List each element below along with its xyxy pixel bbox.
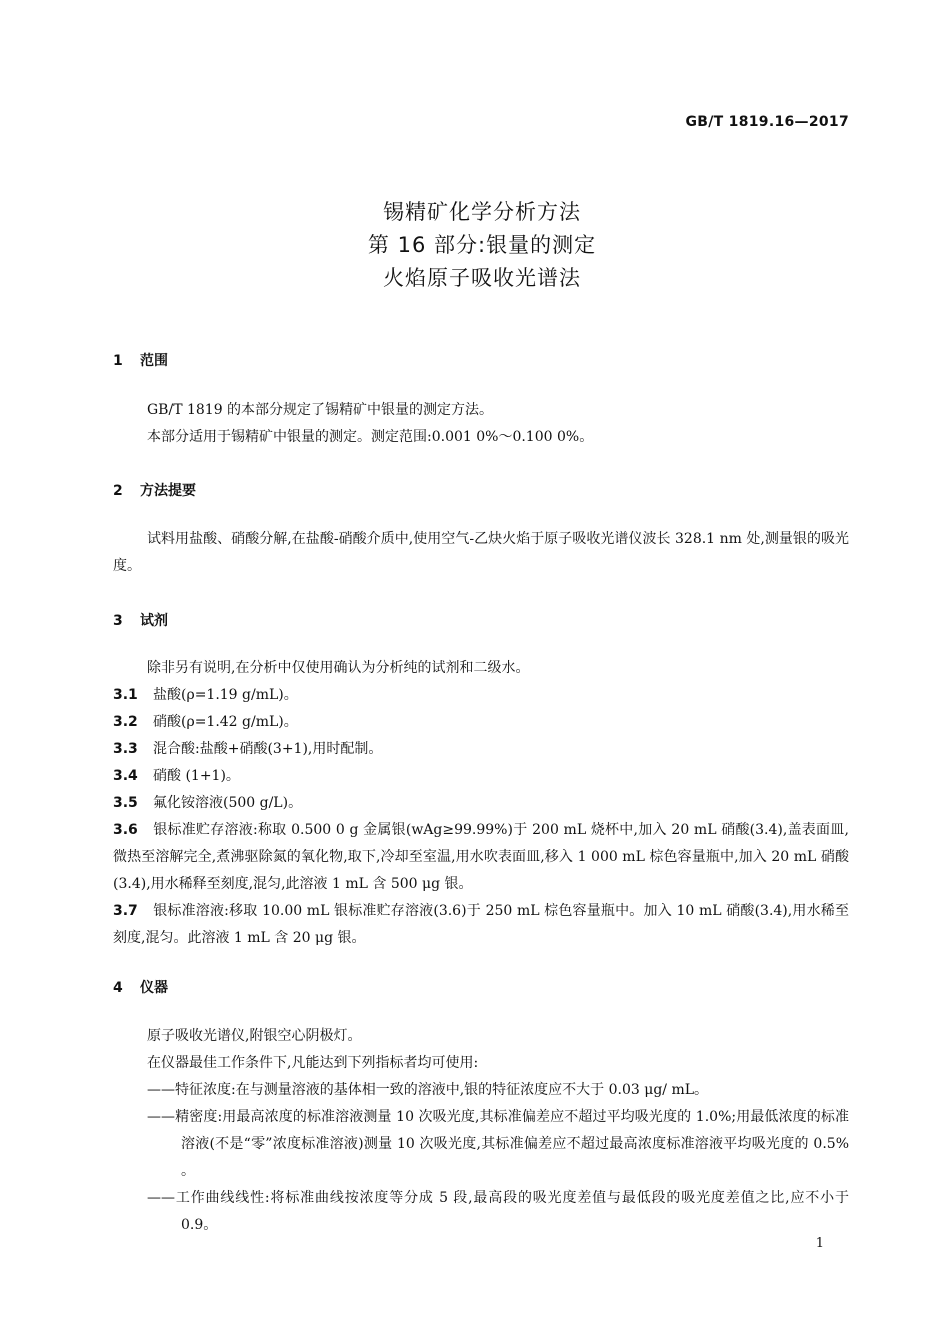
section-1-heading [113, 350, 168, 370]
item-number: 3.3 [113, 741, 138, 757]
item-number: 3.2 [113, 714, 138, 730]
title-line-3: 火焰原子吸收光谱法 [383, 266, 581, 290]
section-title: 仪器 [140, 980, 168, 996]
standard-code: GB/T 1819.16—2017 [685, 114, 849, 130]
section-title: 试剂 [140, 613, 168, 629]
section-2-heading [113, 480, 196, 500]
item-text: 盐酸(ρ=1.19 g/mL)。 [153, 687, 298, 703]
page-number: 1 [815, 1236, 824, 1251]
section-4-paragraph-2: 在仪器最佳工作条件下,凡能达到下列指标者均可使用: [147, 1055, 479, 1071]
item-text: 硝酸(ρ=1.42 g/mL)。 [153, 714, 298, 730]
section-2-paragraph-1: 试料用盐酸、硝酸分解,在盐酸-硝酸介质中,使用空气-乙炔火焰于原子吸收光谱仪波长 328.1 nm 处,测量银的吸光度。 [113, 531, 849, 574]
requirement-item: ——工作曲线线性:将标准曲线按浓度等分成 5 段,最高段的吸光度差值与最低段的吸光度差值之比,应不小于 0.9。 [147, 1190, 849, 1233]
item-number: 3.6 [113, 822, 138, 838]
item-text: 银标准贮存溶液:称取 0.500 0 g 金属银(wAg≥99.99%)于 200 mL 烧杯中,加入 20 mL 硝酸(3.4),盖表面皿,微热至溶解完全,煮沸驱除氮的氧化物,取下,冷却至室温,用水吹表面皿,移入 1 000 mL 棕色容量瓶中,加入 20 mL 硝酸(3.4),用水稀释至刻度,混匀,此溶液 1 mL 含 500 μg 银。 [113, 822, 849, 892]
item-number: 3.7 [113, 903, 138, 919]
section-title: 范围 [140, 353, 168, 369]
reagent-item [113, 817, 849, 898]
section-number: 2 [113, 483, 123, 499]
section-4-heading [113, 977, 168, 997]
item-number: 3.5 [113, 795, 138, 811]
item-text: 银标准溶液:移取 10.00 mL 银标准贮存溶液(3.6)于 250 mL 棕色容量瓶中。加入 10 mL 硝酸(3.4),用水稀至刻度,混匀。此溶液 1 mL 含 20 μg 银。 [113, 903, 849, 946]
section-3-intro: 除非另有说明,在分析中仅使用确认为分析纯的试剂和二级水。 [147, 660, 530, 676]
section-1-paragraph-2: 本部分适用于锡精矿中银量的测定。测定范围:0.001 0%～0.100 0%。 [147, 429, 594, 445]
section-title: 方法提要 [140, 483, 196, 499]
item-text: 混合酸:盐酸+硝酸(3+1),用时配制。 [153, 741, 383, 757]
item-text: 硝酸 (1+1)。 [153, 768, 240, 784]
item-text: 氟化铵溶液(500 g/L)。 [153, 795, 303, 811]
reagent-item [113, 790, 849, 817]
section-1-paragraph-1: GB/T 1819 的本部分规定了锡精矿中银量的测定方法。 [147, 402, 494, 418]
item-number: 3.4 [113, 768, 138, 784]
reagent-item [113, 682, 849, 709]
reagent-item [113, 898, 849, 952]
section-3-heading [113, 610, 168, 630]
section-number: 4 [113, 980, 123, 996]
section-number: 3 [113, 613, 123, 629]
reagent-item [113, 736, 849, 763]
section-4-paragraph-1: 原子吸收光谱仪,附银空心阴极灯。 [147, 1028, 362, 1044]
requirement-item: ——精密度:用最高浓度的标准溶液测量 10 次吸光度,其标准偏差应不超过平均吸光度的 1.0%;用最低浓度的标准溶液(不是“零”浓度标准溶液)测量 10 次吸光度,其标准偏差应不超过最高浓度标准溶液平均吸光度的 0.5% 。 [147, 1109, 849, 1179]
reagent-item [113, 709, 849, 736]
requirement-item: ——特征浓度:在与测量溶液的基体相一致的溶液中,银的特征浓度应不大于 0.03 μg/ mL。 [147, 1082, 709, 1098]
title-line-2: 第 16 部分:银量的测定 [367, 233, 597, 257]
item-number: 3.1 [113, 687, 138, 703]
section-number: 1 [113, 353, 123, 369]
title-line-1: 锡精矿化学分析方法 [383, 200, 581, 224]
reagent-item [113, 763, 849, 790]
document-title [0, 196, 950, 295]
